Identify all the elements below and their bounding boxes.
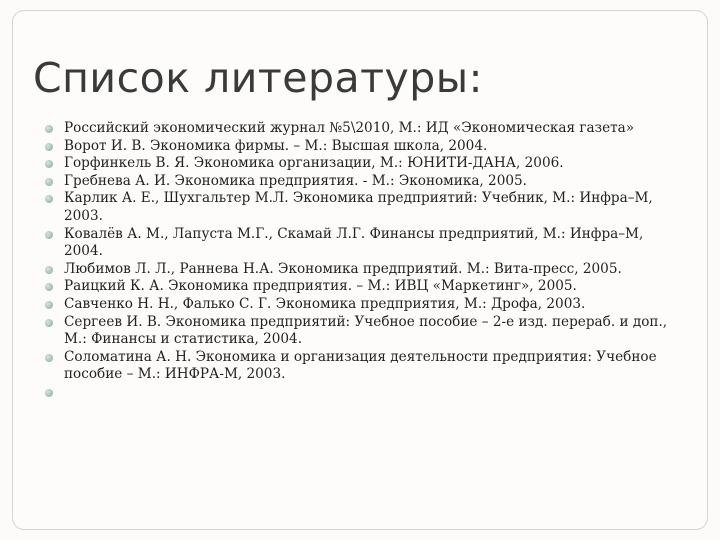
bullet-icon	[45, 160, 53, 168]
reference-item	[44, 138, 676, 156]
bullet-icon	[45, 143, 53, 151]
reference-text: Любимов Л. Л., Раннева Н.А. Экономика предприятий. М.: Вита-пресс, 2005.	[64, 260, 622, 277]
bullet-icon	[45, 283, 53, 291]
bullet-icon	[45, 266, 53, 274]
reference-item	[44, 278, 676, 296]
reference-item	[44, 384, 676, 402]
reference-item	[44, 261, 676, 279]
reference-item	[44, 296, 676, 314]
reference-text: Сергеев И. В. Экономика предприятий: Учебное пособие – 2-е изд. перераб. и доп., М.: Финансы и статистика, 2004.	[64, 313, 668, 348]
reference-text: Ковалёв А. М., Лапуста М.Г., Скамай Л.Г. Финансы предприятий, М.: Инфра–М, 2004.	[64, 225, 644, 260]
reference-text: Карлик А. Е., Шухгальтер М.Л. Экономика предприятий: Учебник, М.: Инфра–М, 2003.	[64, 190, 653, 224]
reference-item	[44, 120, 676, 138]
bullet-icon	[45, 195, 53, 203]
reference-item	[44, 349, 676, 384]
bullet-icon	[45, 125, 53, 133]
reference-text: Гребнева А. И. Экономика предприятия. - М.: Экономика, 2005.	[64, 172, 527, 189]
reference-text: Раицкий К. А. Экономика предприятия. – М.: ИВЦ «Маркетинг», 2005.	[64, 278, 577, 295]
reference-item	[44, 226, 676, 261]
reference-item	[44, 155, 676, 173]
bullet-icon	[45, 354, 53, 362]
reference-text: Савченко Н. Н., Фалько С. Г. Экономика предприятия, М.: Дрофа, 2003.	[64, 295, 586, 312]
reference-text: Российский экономический журнал №5\2010, М.: ИД «Экономическая газета»	[64, 120, 635, 136]
bullet-icon	[45, 231, 53, 239]
slide-title: Список литературы:	[33, 54, 483, 102]
reference-text: Ворот И. В. Экономика фирмы. – М.: Высшая школа, 2004.	[64, 137, 488, 154]
reference-list	[44, 120, 676, 402]
reference-item	[44, 190, 676, 225]
bullet-icon	[45, 319, 53, 327]
reference-item	[44, 314, 676, 349]
bullet-icon	[45, 178, 53, 186]
reference-item	[44, 173, 676, 191]
bullet-icon	[45, 389, 53, 397]
reference-text: Горфинкель В. Я. Экономика организации, М.: ЮНИТИ-ДАНА, 2006.	[64, 155, 564, 172]
reference-text	[64, 384, 676, 402]
bullet-icon	[45, 301, 53, 309]
reference-text: Соломатина А. Н. Экономика и организация деятельности предприятия: Учебное пособие – М.: ИНФРА-М, 2003.	[64, 348, 657, 383]
